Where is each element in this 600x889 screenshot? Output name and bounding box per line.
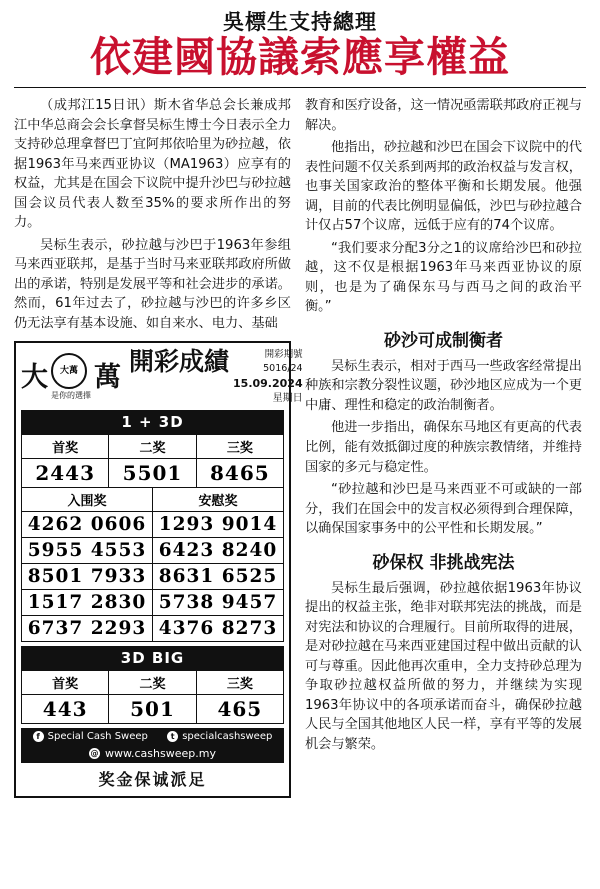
prize-header: 二奖 — [109, 435, 196, 459]
prize-number: 2443 — [22, 459, 109, 488]
band-1plus3d: 1 + 3D — [21, 410, 284, 434]
paragraph: “我们要求分配3分之1的议席给沙巴和砂拉越，这不仅是根据1963年马来西亚协议的原则，也是为了确保东马与西马之间的政治平衡。” — [305, 240, 582, 315]
subheading: 砂沙可成制衡者 — [384, 330, 503, 351]
brand-logo-text: 大萬 — [59, 365, 78, 376]
consolation-row: 4376 8273 — [153, 616, 284, 642]
big-number: 465 — [197, 695, 284, 724]
lottery-title: 開彩成績 — [129, 347, 230, 377]
social-footer — [21, 728, 284, 745]
facebook-item[interactable] — [33, 731, 148, 742]
lottery-header — [21, 347, 303, 406]
special-header: 入围奖 — [22, 488, 153, 512]
facebook-icon: f — [33, 731, 44, 742]
lottery-slogan: 奖金保诚派足 — [98, 770, 207, 790]
special-row: 5955 4553 — [22, 538, 153, 564]
twitter-icon: t — [167, 731, 178, 742]
lottery-results-card — [14, 341, 303, 798]
big-prizes-grid — [21, 670, 284, 724]
consolation-row: 6423 8240 — [153, 538, 284, 564]
paragraph: 吴标生最后强调，砂拉越依据1963年协议提出的权益主张，绝非对联邦宪法的挑战，而是对宪法和协议的合理履行。目前所取得的进展，是对砂拉越在马来西亚建国过程中做出贡献的认可与尊重。因此他再次重申，全力支持砂总理为争取砂拉越权益所做的努力，并继续为实现1963年协议中的各项承诺而奋斗，确保砂拉越人民与全国其他地区人民一样，享有平等的发展机会与繁荣。 — [305, 580, 582, 752]
band-3dbig: 3D BIG — [21, 646, 284, 670]
prize-header: 三奖 — [197, 435, 284, 459]
brand-char-left: 大 — [21, 361, 48, 393]
facebook-handle: Special Cash Sweep — [47, 731, 148, 743]
special-row: 4262 0606 — [22, 512, 153, 538]
big-number: 443 — [22, 695, 109, 724]
special-row: 1517 2830 — [22, 590, 153, 616]
header-divider — [14, 87, 586, 88]
big-number: 501 — [109, 695, 196, 724]
special-row: 8501 7933 — [22, 564, 153, 590]
headline-kicker: 吳標生支持總理 — [223, 9, 377, 34]
paragraph: 吴标生表示，相对于西马一些政客经常提出种族和宗教分裂性议题，砂沙地区应成为一个更中庸、理性和稳定的政治制衡者。 — [305, 358, 582, 413]
draw-day: 星期日 — [272, 392, 303, 404]
website-row[interactable] — [21, 745, 284, 763]
draw-label: 開彩期號 — [264, 349, 303, 361]
big-header: 二奖 — [109, 671, 196, 695]
paragraph: 他指出，砂拉越和沙巴在国会下议院中的代表性问题不仅关系到两邦的政治权益与发言权，也事关国家政治的整体平衡和长期发展。他强调，目前的代表比例明显偏低，沙巴与砂拉越合计仅占57个议席，远低于应有的74个议席。 — [305, 140, 582, 234]
draw-number: 5016/24 — [263, 363, 303, 375]
brand-char-right: 萬 — [94, 361, 121, 393]
globe-icon: @ — [90, 749, 99, 759]
paragraph: “砂拉越和沙巴是马来西亚不可或缺的一部分，我们在国会中的发言权必须得到合理保障，以确保国家事务中的公平性和长期发展。” — [305, 482, 582, 537]
consolation-header: 安慰奖 — [153, 488, 284, 512]
big-header: 首奖 — [22, 671, 109, 695]
top-prizes-grid — [21, 434, 284, 488]
special-consolation-grid — [21, 488, 284, 642]
consolation-row: 8631 6525 — [153, 564, 284, 590]
lottery-meta — [233, 348, 303, 406]
twitter-item[interactable] — [167, 731, 272, 742]
brand-subtitle: 是你的選擇 — [51, 391, 91, 401]
left-column — [14, 96, 303, 798]
article-columns — [14, 96, 586, 798]
paragraph: （成邦江15日讯）斯木省华总会长兼成邦江中华总商会会长拿督吴标生博士今日表示全力支持砂总理拿督巴丁宜阿邦依哈里为砂拉越，依据1963年马来西亚协议（MA1963）应享有的权益，尤其是在国会下议院中提升沙巴与砂拉越国会议员代表人数至35%的要求所作出的努力。 — [14, 98, 291, 231]
page-title: 依建國協議索應享權益 — [90, 33, 510, 82]
paragraph: 教育和医疗设备，这一情况亟需联邦政府正视与解决。 — [305, 98, 582, 133]
cashsweep-logo-icon — [51, 353, 87, 389]
consolation-row: 1293 9014 — [153, 512, 284, 538]
big-header: 三奖 — [197, 671, 284, 695]
consolation-row: 5738 9457 — [153, 590, 284, 616]
lottery-brand — [21, 348, 121, 406]
website-url: www.cashsweep.my — [105, 747, 216, 761]
draw-date: 15.09.2024 — [233, 376, 303, 390]
right-column — [305, 96, 582, 757]
special-row: 6737 2293 — [22, 616, 153, 642]
subheading: 砂保权 非挑战宪法 — [372, 552, 515, 573]
paragraph: 他进一步指出，确保东马地区有更高的代表比例，能有效抵御过度的种族宗教情绪，并维持国家的多元与稳定性。 — [305, 420, 582, 475]
paragraph: 吴标生表示，砂拉越与沙巴于1963年参组马来西亚联邦，是基于当时马来亚联邦政府所做出的承诺，特别是发展平等和社会进步的承诺。然而，61年过去了，砂拉越与沙巴的许多乡区仍无法享有基本设施、如自来水、电力、基础 — [14, 237, 291, 331]
twitter-handle: specialcashsweep — [182, 731, 273, 743]
prize-number: 8465 — [197, 459, 284, 488]
headline-block — [14, 10, 586, 81]
prize-header: 首奖 — [22, 435, 109, 459]
prize-number: 5501 — [109, 459, 196, 488]
